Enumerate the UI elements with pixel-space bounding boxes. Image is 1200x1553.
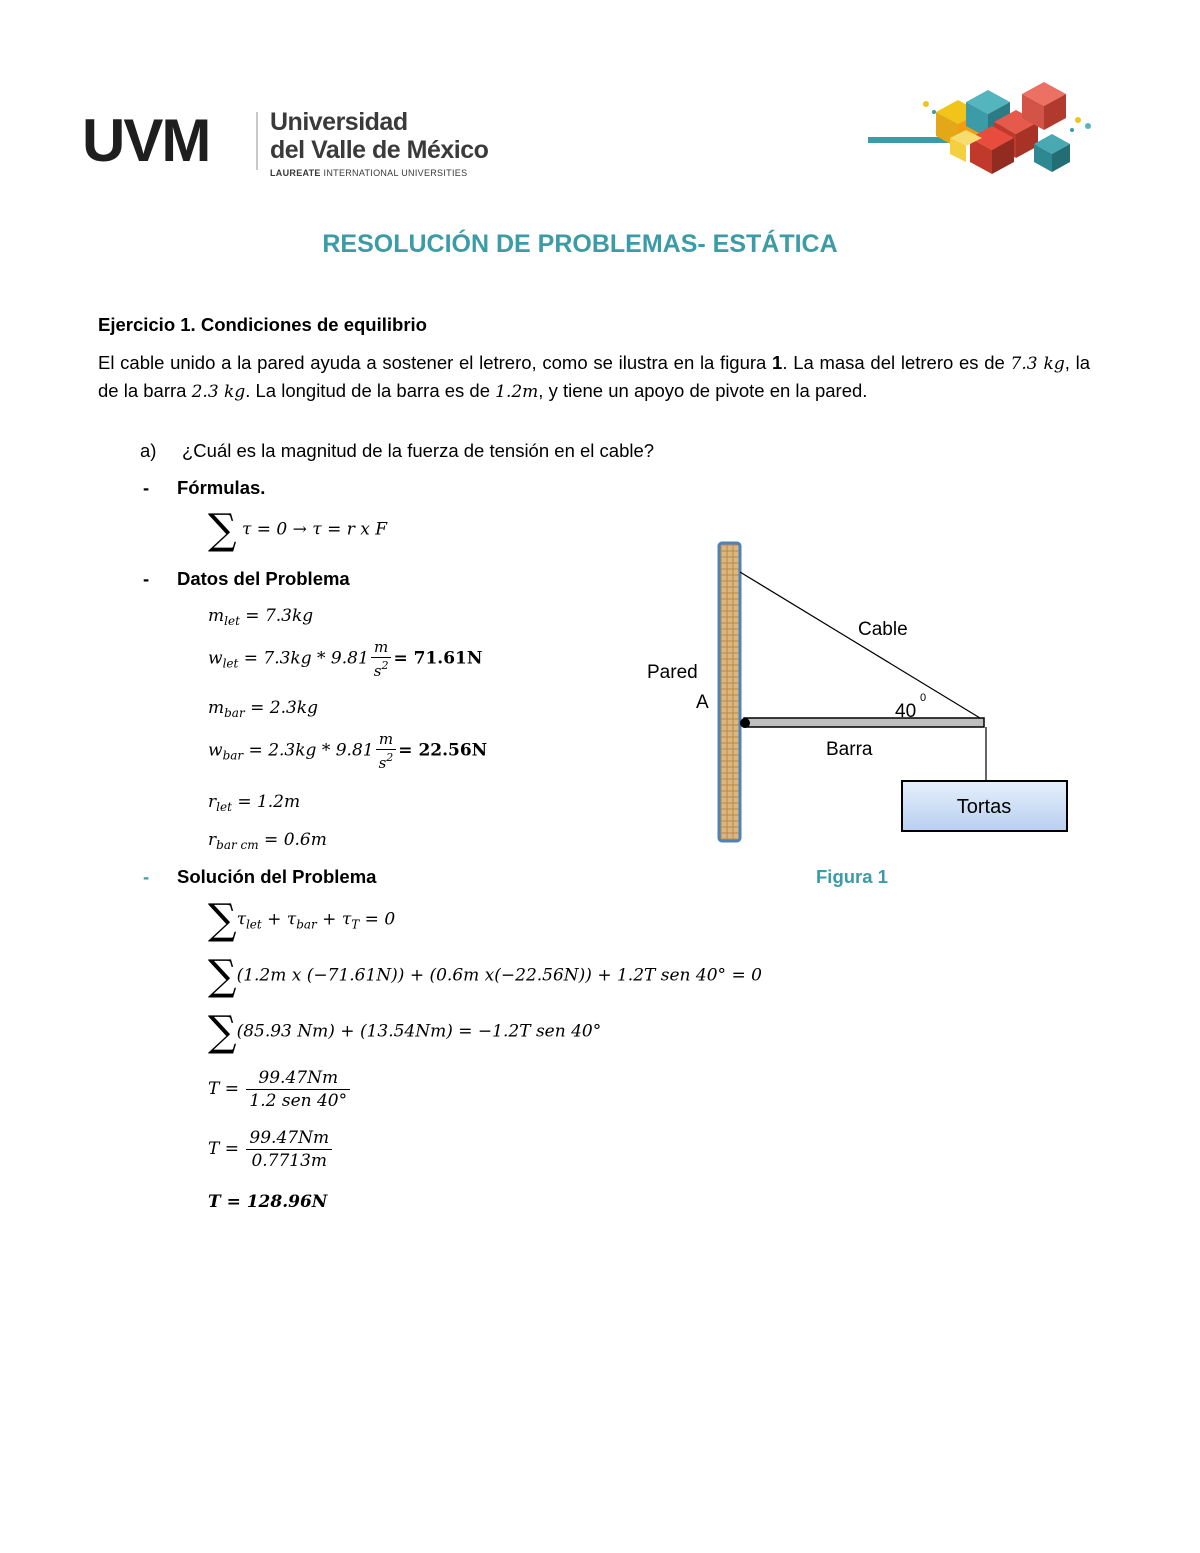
figure-svg (640, 536, 1080, 846)
uvm-logo-mark (82, 110, 242, 170)
solution-eq-3: ∑(85.93 Nm) + (13.54Nm) = −1.2T sen 40° (208, 1007, 602, 1057)
laureate-rest: INTERNATIONAL UNIVERSITIES (323, 168, 468, 178)
logo-divider (256, 112, 258, 170)
r-let-value: = 1.2m (237, 792, 301, 812)
cubes-icon (866, 82, 1096, 182)
laureate-bold: LAUREATE (270, 168, 321, 178)
wall (719, 543, 740, 841)
torque-formula (208, 505, 388, 555)
pivot-point (740, 718, 750, 728)
figure-caption: Figura 1 (816, 866, 888, 887)
angle-degree: 0 (920, 692, 927, 704)
data-r-bar-cm: $r_{bar cm} = 0.6m$ (208, 830, 327, 852)
tortas-label: Tortas (956, 796, 1012, 818)
solution-t-1: T = $\frac{99.47Nm}{\text{1.2 sen 40°}}$ (208, 1068, 352, 1111)
question-a (140, 440, 654, 462)
m-per-s2-fraction: $\frac{m}{s^2}$ (371, 638, 392, 680)
datos-heading (143, 568, 350, 590)
solucion-heading (143, 866, 376, 888)
solucion-label: Solución del Problema (177, 866, 377, 887)
a-label: A (696, 692, 709, 713)
bar-length: 1.2m (495, 381, 539, 402)
page-title: RESOLUCIÓN DE PROBLEMAS- ESTÁTICA (322, 230, 838, 258)
bullet-dash: - (143, 477, 150, 498)
statement-part-5: , y tiene un apoyo de pivote en la pared. (538, 379, 868, 401)
data-r-let: $r_{let} = 1.2m$ (208, 792, 301, 814)
decorative-cubes-logo (866, 82, 1096, 187)
university-line-1: Universidad (270, 108, 408, 136)
t-final-result: T = 128.96N (208, 1192, 328, 1212)
formulas-heading (143, 477, 265, 499)
data-w-let: $w_{let} = 7.3kg * 9.81$ $\frac{m}{s^2}$ = 71.61N (208, 638, 483, 680)
eq1-rest: = 0 (364, 909, 396, 930)
data-m-let: $m_{let} = 7.3kg$ (208, 606, 314, 628)
question-text: ¿Cuál es la magnitud de la fuerza de tensión en el cable? (182, 440, 655, 461)
uvm-logo-letters: UVM (82, 110, 210, 170)
uvm-logo (82, 110, 242, 175)
laureate-tagline (270, 168, 488, 178)
w-bar-result: = 22.56N (398, 740, 488, 761)
w-let-calc: = 7.3kg * 9.81 (243, 648, 369, 669)
t1-numerator: 99.47Nm (258, 1068, 339, 1088)
m-per-s2-fraction: $\frac{m}{s^2}$ (376, 730, 397, 772)
pared-label: Pared (647, 662, 698, 683)
t2-numerator: 99.47Nm (249, 1128, 330, 1148)
statement-part-1: El cable unido a la pared ayuda a sostener el letrero, como se ilustra en la figura (98, 352, 773, 373)
solution-eq-1: $\sum\tau_{let} + \tau_{bar} + \tau_T = 0$ (208, 895, 396, 945)
figure-1-diagram (640, 536, 1080, 851)
eq2-text: (1.2m x (−71.61N)) + (0.6m x(−22.56N)) + 1.2T sen 40° = 0 (236, 965, 762, 986)
solution-t-final (208, 1192, 327, 1212)
university-name (270, 108, 488, 178)
bullet-dash: - (143, 866, 150, 887)
bullet-dash: - (143, 568, 150, 589)
exercise-statement (98, 350, 1090, 405)
statement-part-2: . La masa del letrero es de (782, 352, 1011, 373)
solution-eq-2: ∑(1.2m x (−71.61N)) + (0.6m x(−22.56N)) + 1.2T sen 40° = 0 (208, 951, 762, 1001)
bar (744, 718, 984, 727)
t1-denominator: 1.2 sen 40° (246, 1089, 350, 1111)
angle-label: 40 (895, 701, 917, 722)
mass-sign: 7.3 kg (1010, 354, 1065, 374)
data-m-bar: $m_{bar} = 2.3kg$ (208, 698, 318, 720)
mass-bar: 2.3 kg (191, 381, 246, 402)
w-let-result: = 71.61N (393, 648, 483, 669)
m-let-value: = 7.3kg (245, 606, 314, 626)
solution-t-2: T = $\frac{99.47Nm}{0.7713m}$ (208, 1128, 334, 1171)
cable-label: Cable (858, 619, 908, 640)
statement-part-4: . La longitud de la barra es de (245, 379, 496, 401)
figure-reference: 1 (772, 352, 783, 373)
torque-formula-text: τ = 0 → τ = r x F (241, 519, 388, 540)
datos-label: Datos del Problema (177, 568, 350, 589)
university-line-2: del Valle de México (270, 136, 489, 164)
cable-line (740, 572, 980, 718)
barra-label: Barra (826, 739, 873, 760)
t2-denominator: 0.7713m (246, 1149, 332, 1171)
w-bar-calc: = 2.3kg * 9.81 (248, 740, 374, 761)
question-label: a) (140, 440, 157, 461)
statement-part-3: , la de la barra (98, 352, 1090, 401)
r-bar-cm-value: = 0.6m (264, 830, 327, 850)
data-w-bar: $w_{bar} = 2.3kg * 9.81$ $\frac{m}{s^2}$ = 22.56N (208, 730, 488, 772)
eq3-text: (85.93 Nm) + (13.54Nm) = −1.2T sen 40° (236, 1021, 602, 1042)
exercise-heading: Ejercicio 1. Condiciones de equilibrio (98, 314, 427, 335)
sum-symbol: ∑ (208, 505, 237, 555)
formulas-label: Fórmulas. (177, 477, 266, 498)
m-bar-value: = 2.3kg (250, 698, 318, 718)
